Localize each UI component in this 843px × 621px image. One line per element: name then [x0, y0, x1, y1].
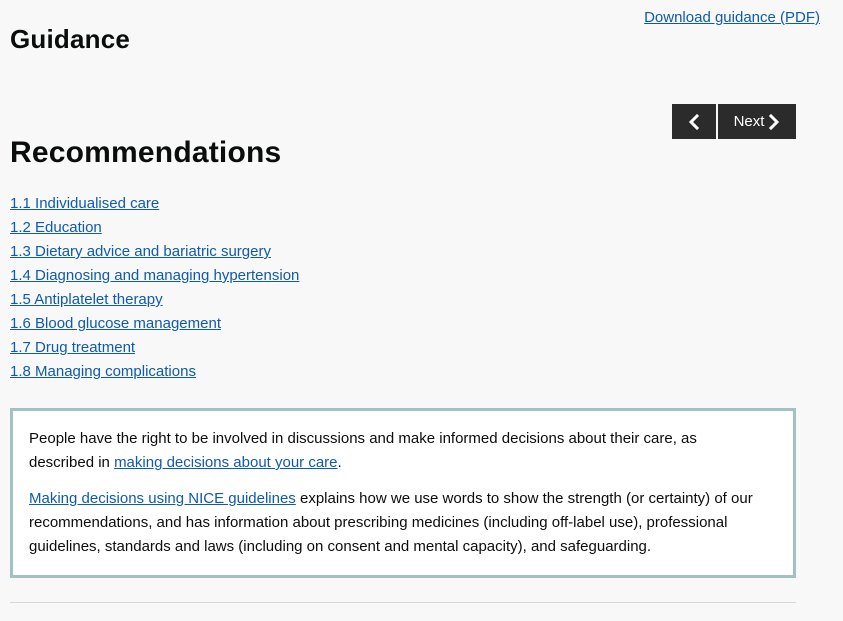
- toc-item: [10, 313, 299, 337]
- toc-link-1-6[interactable]: 1.6 Blood glucose management: [10, 315, 221, 332]
- toc-link-1-7[interactable]: 1.7 Drug treatment: [10, 339, 136, 356]
- section-divider: [10, 602, 796, 603]
- making-decisions-about-your-care-link[interactable]: making decisions about your care: [114, 454, 338, 471]
- toc-link-1-2[interactable]: 1.2 Education: [10, 219, 102, 236]
- toc-item: [10, 217, 299, 241]
- chevron-right-icon: [768, 114, 780, 130]
- toc-item: [10, 241, 299, 265]
- toc-link-1-4[interactable]: 1.4 Diagnosing and managing hypertension: [10, 267, 300, 284]
- next-button[interactable]: [718, 104, 796, 139]
- toc-item: [10, 361, 299, 385]
- toc-link-1-3[interactable]: 1.3 Dietary advice and bariatric surgery: [10, 243, 271, 260]
- toc-link-1-8[interactable]: 1.8 Managing complications: [10, 363, 196, 380]
- chevron-left-icon: [688, 114, 700, 130]
- next-button-label: Next: [733, 113, 765, 130]
- toc-link-1-5[interactable]: 1.5 Antiplatelet therapy: [10, 291, 163, 308]
- rights-paragraph: People have the right to be involved in discussions and make informed decisions about their care, as described in making decisions about your care.: [29, 430, 697, 471]
- toc-item: [10, 289, 299, 313]
- toc-item: [10, 337, 299, 361]
- section-title: Recommendations: [10, 136, 282, 169]
- page-title: Guidance: [10, 24, 131, 54]
- toc-link-1-1[interactable]: 1.1 Individualised care: [10, 195, 160, 212]
- nice-guidelines-paragraph: Making decisions using NICE guidelines explains how we use words to show the strength (or certainty) of our recommendations, and has information about prescribing medicines (including off-label use), professional guidelines, standards and laws (including on consent and mental capacity), and safeguarding.: [29, 490, 753, 555]
- info-panel: [10, 408, 796, 578]
- recommendations-toc: [10, 193, 299, 385]
- toc-item: [10, 193, 299, 217]
- previous-button[interactable]: [672, 104, 716, 139]
- making-decisions-using-nice-guidelines-link[interactable]: Making decisions using NICE guidelines: [29, 490, 296, 507]
- pagination: [672, 104, 796, 139]
- toc-item: [10, 265, 299, 289]
- download-pdf-link[interactable]: Download guidance (PDF): [644, 9, 820, 26]
